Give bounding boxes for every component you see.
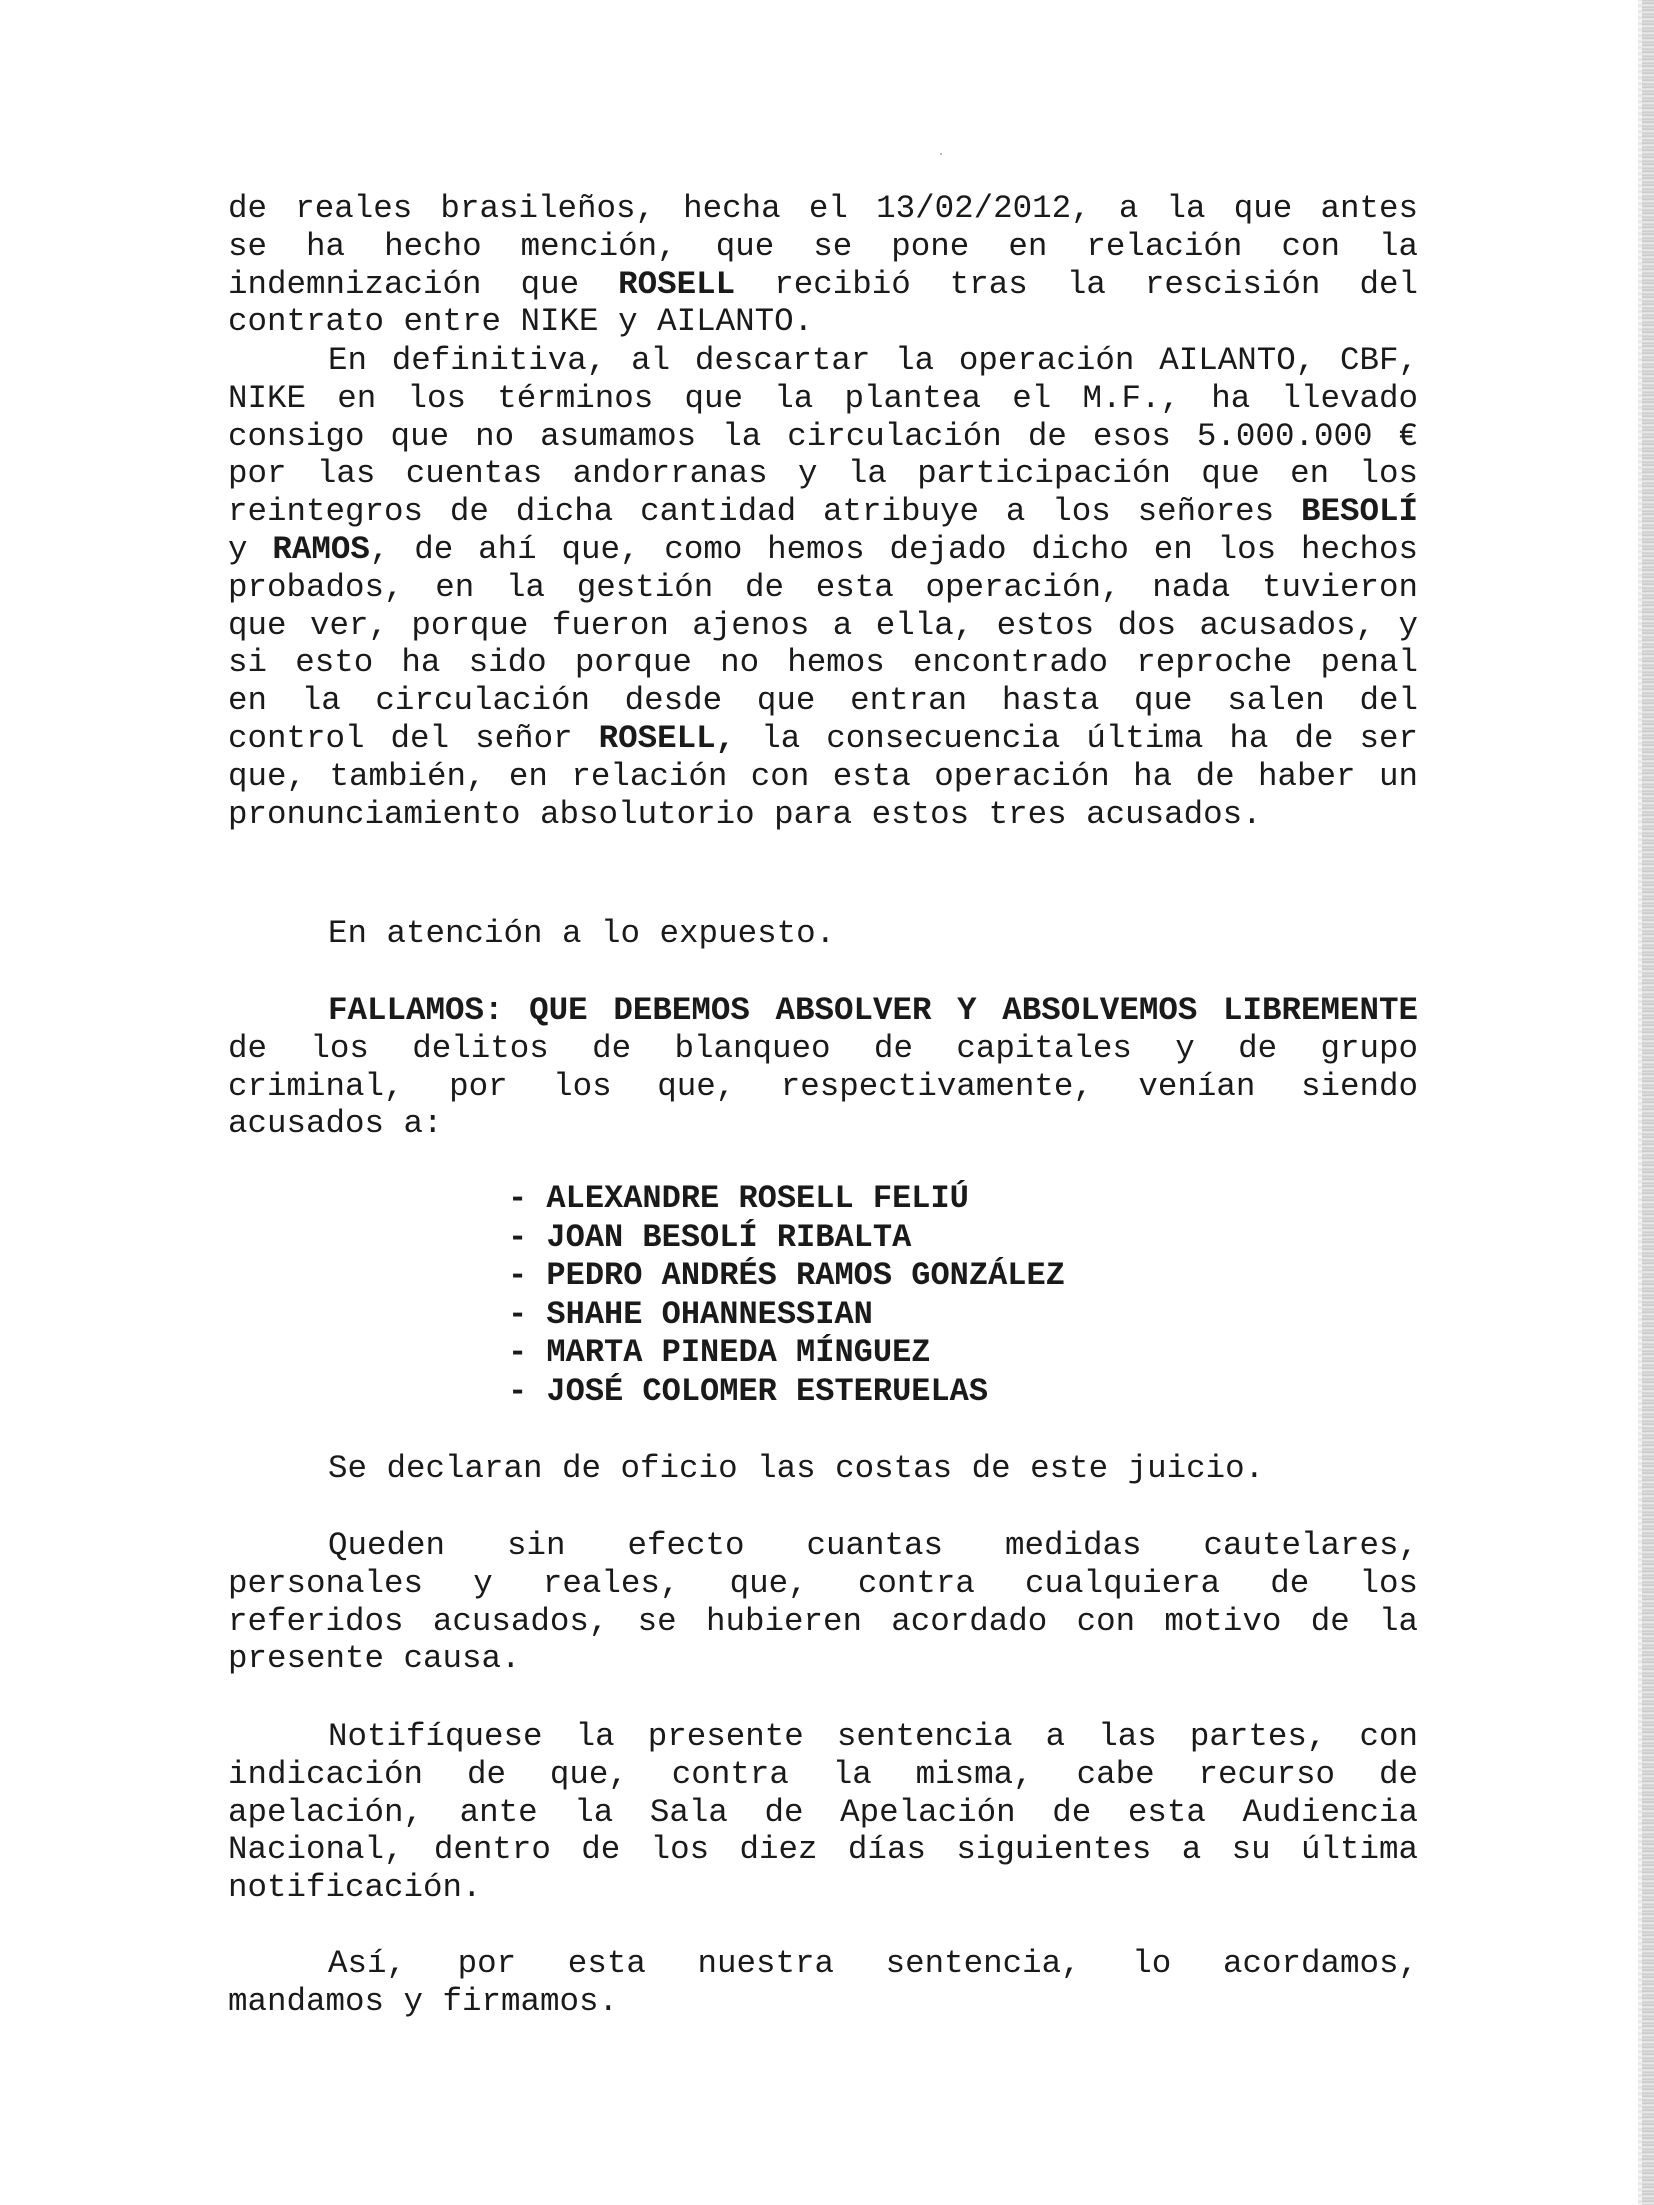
ruling-lead (228, 992, 1418, 1030)
paragraph-line: acusados a: (228, 1105, 443, 1143)
paragraph-line: referidos acusados, se hubieren acordado con motivo de la (228, 1602, 1418, 1640)
defendant-item: - JOSÉ COLOMER ESTERUELAS (508, 1372, 989, 1410)
paragraph-measures (228, 1527, 1418, 1678)
paragraph-line: presente causa. (228, 1640, 521, 1678)
paragraph-line: en la circulación desde que entran hasta que salen del (228, 682, 1418, 720)
paragraph-line: criminal, por los que, respectivamente, venían siendo (228, 1067, 1418, 1105)
paragraph-line: En atención a lo expuesto. (328, 915, 836, 952)
paragraph-line: Nacional, dentro de los diez días siguientes a su última (228, 1831, 1418, 1869)
paragraph-line: por las cuentas andorranas y la participación que en los (228, 455, 1418, 493)
paragraph-line: personales y reales, que, contra cualquiera de los (228, 1564, 1418, 1602)
defendant-item: - MARTA PINEDA MÍNGUEZ (508, 1334, 931, 1371)
paragraph-line: probados, en la gestión de esta operación, nada tuvieron (228, 568, 1418, 606)
paragraph-line: Queden sin efecto cuantas medidas cautelares, (328, 1527, 1418, 1564)
ruling-lead-text: FALLAMOS: QUE DEBEMOS ABSOLVER Y ABSOLVEMOS LIBREMENTE (328, 992, 1418, 1029)
paragraph-notification (228, 1718, 1418, 1907)
paragraph-line: contrato entre NIKE y AILANTO. (228, 303, 814, 341)
paragraph-line: Se declaran de oficio las costas de este juicio. (328, 1450, 1265, 1487)
paragraph-line: notificación. (228, 1869, 482, 1907)
defendant-item: - PEDRO ANDRÉS RAMOS GONZÁLEZ (508, 1257, 1065, 1294)
paragraph-line: pronunciamiento absolutorio para estos tres acusados. (228, 795, 1262, 833)
paragraph-line: de reales brasileños, hecha el 13/02/2012, a la que antes (228, 190, 1418, 227)
bold-name: RAMOS (272, 530, 370, 568)
paragraph-line: indemnización que ROSELL recibió tras la rescisión del (228, 265, 1418, 303)
paragraph-line: mandamos y firmamos. (228, 1982, 619, 2020)
paragraph-line: Notifíquese la presente sentencia a las partes, con (328, 1718, 1418, 1755)
paragraph-line: consigo que no asumamos la circulación de esos 5.000.000 € (228, 417, 1418, 455)
paragraph-line: En definitiva, al descartar la operación AILANTO, CBF, (328, 342, 1418, 379)
paragraph-line: control del señor ROSELL, la consecuencia última ha de ser (228, 719, 1418, 757)
bold-name: BESOLÍ (1300, 493, 1418, 531)
bold-name: ROSELL (618, 265, 736, 303)
paragraph-line: si esto ha sido porque no hemos encontrado reproche penal (228, 644, 1418, 682)
paragraph-line: que, también, en relación con esta operación ha de haber un (228, 757, 1418, 795)
defendant-item: - JOAN BESOLÍ RIBALTA (508, 1218, 912, 1256)
paragraph-line: apelación, ante la Sala de Apelación de esta Audiencia (228, 1793, 1418, 1831)
scan-border (1642, 0, 1654, 2205)
paragraph-attention (228, 915, 1418, 953)
bold-name: ROSELL, (598, 719, 736, 757)
paragraph-line: se ha hecho mención, que se pone en relación con la (228, 227, 1418, 265)
paragraph-line: indicación de que, contra la misma, cabe recurso de (228, 1755, 1418, 1793)
paragraph-line: Así, por esta nuestra sentencia, lo acordamos, (328, 1945, 1418, 1982)
paragraph-line: y RAMOS, de ahí que, como hemos dejado dicho en los hechos (228, 530, 1418, 568)
paragraph-line: de los delitos de blanqueo de capitales y de grupo (228, 1029, 1418, 1067)
paragraph-line: que ver, porque fueron ajenos a ella, estos dos acusados, y (228, 606, 1418, 644)
paragraph-continuation (228, 190, 1418, 341)
paragraph-ruling (228, 992, 1418, 1143)
paragraph-costs (228, 1450, 1418, 1488)
paragraph-line: reintegros de dicha cantidad atribuye a los señores BESOLÍ (228, 493, 1418, 531)
scan-speck (940, 153, 942, 155)
defendant-item: - ALEXANDRE ROSELL FELIÚ (508, 1180, 969, 1217)
paragraph-closing (228, 1945, 1418, 2021)
paragraph-conclusion (228, 342, 1418, 833)
defendants-list (508, 1180, 1065, 1411)
defendant-item: - SHAHE OHANNESSIAN (508, 1295, 873, 1333)
paragraph-line: NIKE en los términos que la plantea el M.F., ha llevado (228, 379, 1418, 417)
